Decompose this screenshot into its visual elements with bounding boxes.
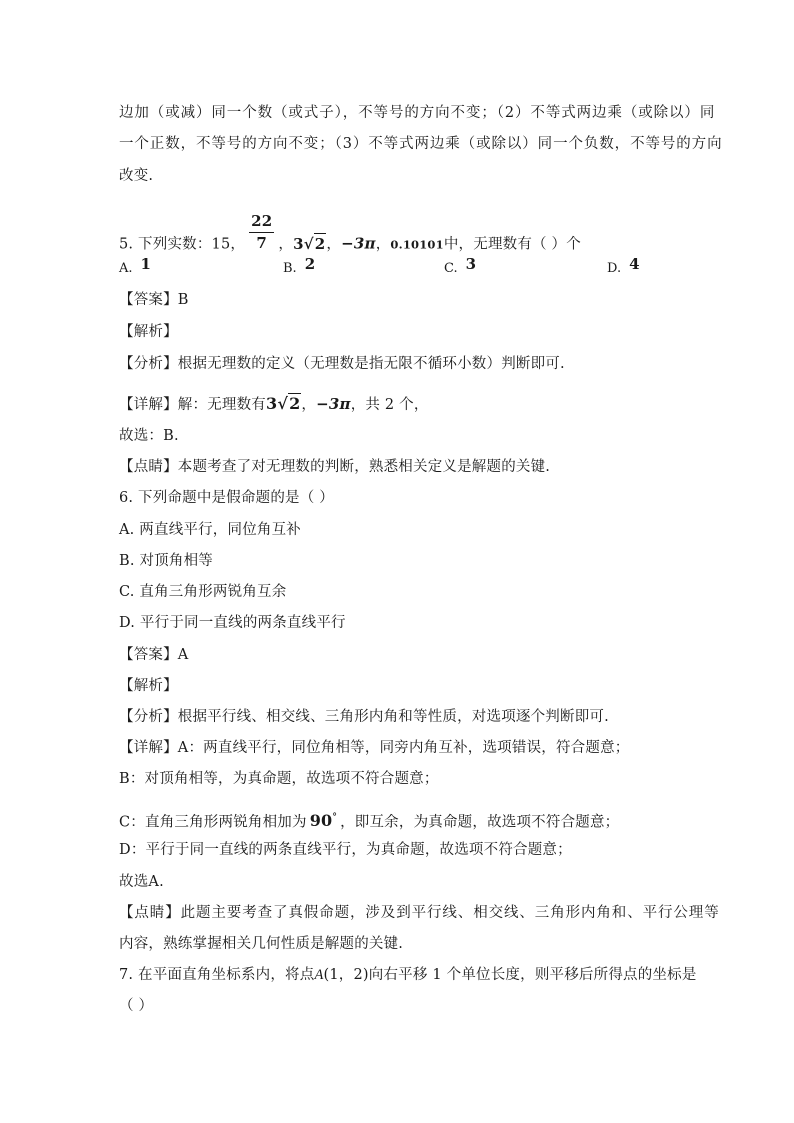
separator: ， [375,236,391,253]
q5-option-d [607,255,640,276]
sqrt-coefficient: 3 [266,394,278,413]
intro-line-1: 边加（或减）同一个数（或式子），不等号的方向不变；（2）不等式两边乘（或除以）同 [119,105,716,121]
degree-value: 90 [309,811,333,831]
radicand: 2 [289,394,301,413]
decimal-value: 0.10101 [390,237,444,252]
q6-detail-b: B：对顶角相等，为真命题，故选项不符合题意； [119,771,439,787]
q6-detail-c-tail: ，即互余，为真命题，故选项不符合题意； [340,814,620,831]
q6-detail-d: D：平行于同一直线的两条直线平行，为真命题，故选项不符合题意； [119,842,572,858]
radical-sign-icon: √ [303,234,314,253]
neg-3pi: −3π [316,395,351,413]
degree-symbol: ° [332,813,338,823]
point-name: A [314,967,324,983]
q7-stem-mid: 向右平移 1 个单位长度，则平移后所得点的坐标是 [368,967,697,983]
q5-option-c [444,255,477,276]
option-label: A. [119,261,133,276]
q5-comment: 【点睛】本题考查了对无理数的判断，熟悉相关定义是解题的关键. [119,459,551,475]
separator: ， [301,397,317,413]
q6-stem: 6. 下列命题中是假命题的是（ ） [119,490,334,506]
option-label: B. [283,261,297,276]
q7-stem-bracket: （ ） [119,998,154,1014]
option-value: 3 [465,255,477,273]
sqrt-expression [266,394,301,413]
q6-detail-c-lead: C：直角三角形两锐角相加为 [119,814,307,831]
sqrt-coefficient: 3 [293,234,304,253]
q6-conclusion: 故选A. [119,874,164,890]
q6-detail-a: 【详解】A：两直线平行，同位角相等，同旁内角互补，选项错误，符合题意； [119,740,630,756]
intro-line-2: 一个正数，不等号的方向不变；（3）不等式两边乘（或除以）同一个负数，不等号的方向 [119,136,723,152]
option-label: C. [444,261,458,276]
q5-answer: 【答案】B [119,292,189,308]
q6-analysis: 【分析】根据平行线、相交线、三角形内角和等性质，对选项逐个判断即可. [119,709,609,725]
q6-analysis-heading: 【解析】 [119,678,178,694]
angle-90-degrees [310,811,337,830]
fraction-numerator: 22 [249,214,274,233]
sqrt-expression [293,235,326,253]
q6-option-b: B. 对顶角相等 [119,553,213,569]
q7-stem-lead: 7. 在平面直角坐标系内，将点 [119,967,315,983]
q6-detail-c [119,808,619,832]
q5-stem-lead: 5. 下列实数：15， [119,236,246,253]
radicand: 2 [314,234,326,253]
option-label: D. [607,261,622,276]
neg-3pi: −3π [341,234,376,253]
q5-detail [119,393,429,415]
q6-comment-line-1: 【点睛】此题主要考查了真假命题，涉及到平行线、相交线、三角形内角和、平行公理等 [119,905,720,921]
q5-analysis-heading: 【解析】 [119,324,178,340]
q5-stem [119,212,581,263]
intro-line-3: 改变. [119,168,154,184]
radical-sign-icon: √ [277,394,289,413]
q6-option-a: A. 两直线平行，同位角互补 [119,522,301,538]
q5-option-b [283,255,316,276]
q5-conclusion: 故选：B. [119,428,179,444]
separator: ， [326,236,342,253]
option-value: 4 [629,255,640,273]
q5-detail-lead: 【详解】解：无理数有 [119,397,266,413]
option-value: 2 [304,255,316,273]
fraction-22-7 [249,214,274,251]
q5-stem-tail: 中，无理数有（ ）个 [443,236,581,253]
q5-analysis: 【分析】根据无理数的定义（无理数是指无限不循环小数）判断即可. [119,356,565,372]
q6-comment-line-2: 内容，熟练掌握相关几何性质是解题的关键. [119,936,404,952]
q6-option-d: D. 平行于同一直线的两条直线平行 [119,615,346,631]
q7-stem [119,965,697,985]
separator: ， [278,236,294,253]
q5-detail-tail: ，共 2 个， [350,397,429,413]
fraction-denominator: 7 [256,234,268,252]
option-value: 1 [140,255,151,273]
q6-answer: 【答案】A [119,647,189,663]
q5-option-a [119,255,151,276]
point-coords: (1，2) [323,967,369,983]
q6-option-c: C. 直角三角形两锐角互余 [119,584,287,600]
